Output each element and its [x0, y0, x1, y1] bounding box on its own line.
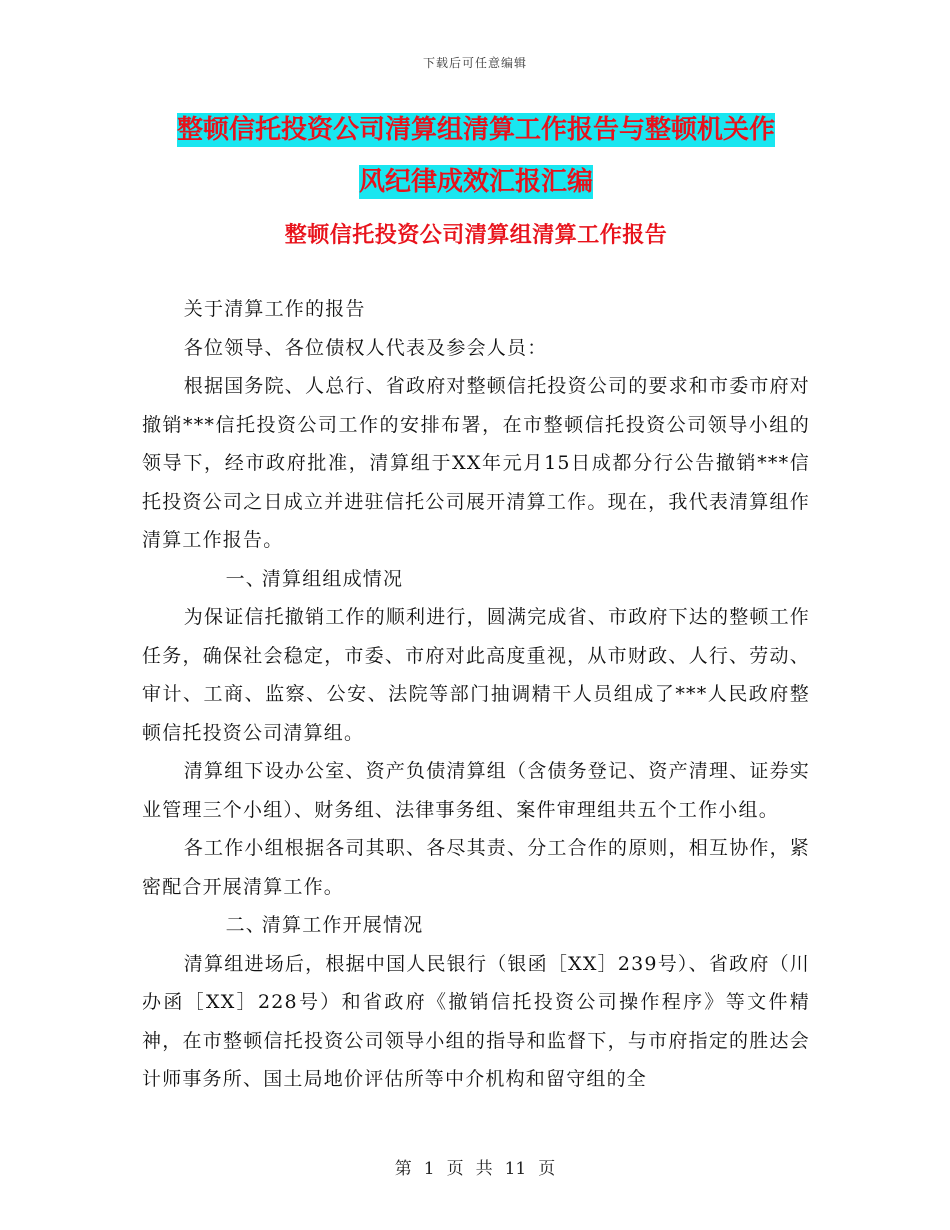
section-heading-2: [142, 906, 810, 945]
section-title: 整顿信托投资公司清算组清算工作报告: [284, 222, 668, 248]
total-label: 共: [475, 1159, 493, 1179]
paragraph: 清算组下设办公室、资产负债清算组（含债务登记、资产清理、证券实业管理三个小组）、财务组、法律事务组、案件审理组共五个工作小组。: [142, 760, 810, 821]
paragraph: 清算组进场后，根据中国人民银行（银函［XX］239号）、省政府（川办函［XX］228号）和省政府《撤销信托投资公司操作程序》等文件精神，在市整顿信托投资公司领导小组的指导和监督下，与市府指定的胜达会计师事务所、国土局地价评估所等中介机构和留守组的全: [142, 952, 810, 1090]
section-number: 二、: [225, 914, 266, 936]
paragraph: 各位领导、各位债权人代表及参会人员：: [183, 336, 548, 359]
paragraph: 根据国务院、人总行、省政府对整顿信托投资公司的要求和市委市府对撤销***信托投资公司工作的安排布署，在市整顿信托投资公司领导小组的领导下，经市政府批准，清算组于XX年元月15日成都分行公告撤销***信托投资公司之日成立并进驻信托公司展开清算工作。现在，我代表清算组作清算工作报告。: [142, 375, 810, 551]
title-line-1: 整顿信托投资公司清算组清算工作报告与整顿机关作: [176, 115, 775, 145]
page-unit: 页: [446, 1159, 464, 1179]
section-heading-text: 清算工作开展情况: [261, 914, 424, 936]
header-note: 下载后可任意编辑: [422, 56, 527, 70]
page-label: 第: [394, 1159, 412, 1179]
section-heading-text: 清算组组成情况: [261, 567, 404, 590]
paragraph: 为保证信托撤销工作的顺利进行，圆满完成省、市政府下达的整顿工作任务，确保社会稳定，市委、市府对此高度重视，从市财政、人行、劳动、审计、工商、监察、公安、法院等部门抽调精干人员组成了***人民政府整顿信托投资公司清算组。: [142, 606, 810, 744]
section-heading-1: [142, 560, 810, 599]
paragraph: 关于清算工作的报告: [183, 298, 366, 320]
title-line-2: 风纪律成效汇报汇编: [358, 167, 593, 197]
paragraph: 各工作小组根据各司其职、各尽其责、分工合作的原则，相互协作，紧密配合开展清算工作。: [142, 837, 810, 898]
document-body: [142, 290, 810, 1099]
section-number: 一、: [225, 567, 266, 590]
total-unit: 页: [538, 1159, 556, 1179]
total-pages: 11: [504, 1159, 527, 1179]
page-footer: [0, 1154, 950, 1179]
document-title: [140, 104, 812, 208]
page-number: 1: [423, 1159, 435, 1179]
